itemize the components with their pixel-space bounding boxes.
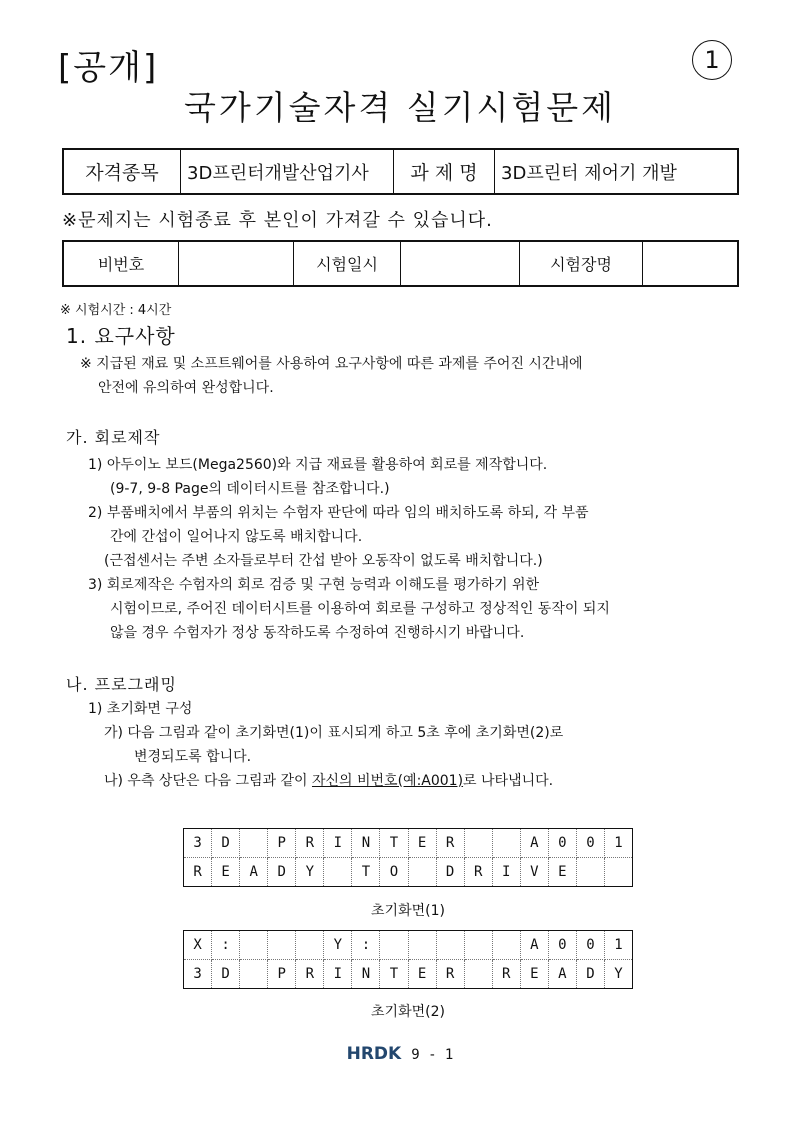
lcd-screen-2 [183, 930, 633, 989]
lcd-cell: 0 [548, 931, 576, 960]
lcd-cell: T [380, 960, 408, 989]
underlined-id-example: 자신의 비번호(예:A001) [311, 773, 464, 789]
lcd-cell: E [520, 960, 548, 989]
lcd-cell: R [296, 829, 324, 858]
lcd-cell: Y [296, 858, 324, 887]
intro-line-1: ※ 지급된 재료 및 소프트웨어를 사용하여 요구사항에 따른 과제를 주어진 시간내에 [80, 356, 583, 372]
lcd-screen-1 [183, 828, 633, 887]
lcd-cell: N [352, 829, 380, 858]
lcd-cell: E [212, 858, 240, 887]
lcd-row [184, 829, 633, 858]
lcd-cell [380, 931, 408, 960]
notice: ※문제지는 시험종료 후 본인이 가져갈 수 있습니다. [62, 210, 493, 231]
public-tag: [공개] [58, 48, 159, 88]
lcd-cell: A [520, 931, 548, 960]
candidate-table [62, 240, 739, 287]
part-a-line: (9-7, 9-8 Page의 데이터시트를 참조합니다.) [110, 481, 390, 497]
place-label: 시험장명 [520, 241, 643, 286]
part-a-line: 2) 부품배치에서 부품의 위치는 수험자 판단에 따라 임의 배치하도록 하되, 각 부품 [88, 505, 589, 521]
part-b-title: 나. 프로그래밍 [66, 675, 177, 694]
lcd-cell: 0 [576, 829, 604, 858]
place-value [643, 241, 739, 286]
lcd-row [184, 931, 633, 960]
part-a-line: 시험이므로, 주어진 데이터시트를 이용하여 회로를 구성하고 정상적인 동작이 되지 [110, 601, 610, 617]
lcd-cell [464, 829, 492, 858]
id-value [179, 241, 294, 286]
lcd-cell: 0 [576, 931, 604, 960]
lcd-cell [436, 931, 464, 960]
line-text: 로 나타냅니다. [463, 773, 554, 789]
lcd-row [184, 960, 633, 989]
lcd-cell [296, 931, 324, 960]
line-text: 나) 우측 상단은 다음 그림과 같이 [104, 773, 312, 789]
exam-time-note: ※ 시험시간 : 4시간 [60, 303, 172, 318]
lcd-cell [576, 858, 604, 887]
intro-line-2: 안전에 유의하여 완성합니다. [98, 380, 274, 396]
lcd-cell: D [212, 960, 240, 989]
lcd-cell: : [212, 931, 240, 960]
lcd-cell: A [240, 858, 268, 887]
exam-info-table [62, 148, 739, 195]
part-a-line: (근접센서는 주변 소자들로부터 간섭 받아 오동작이 없도록 배치합니다.) [104, 553, 543, 569]
lcd-cell: A [548, 960, 576, 989]
lcd-cell: R [436, 960, 464, 989]
task-value: 3D프린터 제어기 개발 [495, 149, 739, 194]
date-label: 시험일시 [294, 241, 401, 286]
lcd-cell: 3 [184, 829, 212, 858]
part-a-line: 3) 회로제작은 수험자의 회로 검증 및 구현 능력과 이해도를 평가하기 위한 [88, 577, 540, 593]
part-a-line: 1) 아두이노 보드(Mega2560)와 지급 재료를 활용하여 회로를 제작합니다. [88, 457, 548, 473]
part-a-line: 간에 간섭이 일어나지 않도록 배치합니다. [110, 529, 363, 545]
lcd-cell [604, 858, 632, 887]
lcd-cell: E [548, 858, 576, 887]
part-b-line-na [104, 769, 553, 793]
page-number: 9 - 1 [411, 1047, 454, 1063]
lcd-cell: R [464, 858, 492, 887]
lcd-cell: E [408, 829, 436, 858]
lcd-cell: 1 [604, 829, 632, 858]
lcd-cell: A [520, 829, 548, 858]
lcd-cell: V [520, 858, 548, 887]
footer [0, 1044, 800, 1064]
lcd-cell [492, 931, 520, 960]
lcd-cell [492, 829, 520, 858]
lcd-cell [464, 960, 492, 989]
part-a-line: 않을 경우 수험자가 정상 동작하도록 수정하여 진행하시기 바랍니다. [110, 625, 525, 641]
date-value [401, 241, 520, 286]
lcd-cell [324, 858, 352, 887]
lcd-cell: N [352, 960, 380, 989]
hrdk-logo: HRDK [346, 1044, 402, 1064]
lcd-cell: : [352, 931, 380, 960]
document-title: 국가기술자격 실기시험문제 [183, 88, 617, 127]
lcd-cell: D [268, 858, 296, 887]
lcd-cell: Y [324, 931, 352, 960]
lcd-cell [240, 931, 268, 960]
lcd-cell: R [436, 829, 464, 858]
lcd-cell: P [268, 829, 296, 858]
lcd-cell [240, 960, 268, 989]
lcd-cell: T [352, 858, 380, 887]
lcd-cell: I [324, 829, 352, 858]
field-value: 3D프린터개발산업기사 [181, 149, 394, 194]
part-b-line: 가) 다음 그림과 같이 초기화면(1)이 표시되게 하고 5초 후에 초기화면(2)로 [104, 725, 564, 741]
page-circle-number: 1 [692, 40, 732, 80]
lcd-cell [240, 829, 268, 858]
part-a-title: 가. 회로제작 [66, 428, 161, 447]
lcd-cell: 1 [604, 931, 632, 960]
lcd-cell: 0 [548, 829, 576, 858]
lcd-cell: R [184, 858, 212, 887]
lcd-cell: D [576, 960, 604, 989]
lcd-row [184, 858, 633, 887]
lcd-cell: I [492, 858, 520, 887]
section-title: 1. 요구사항 [66, 324, 176, 348]
part-b-line: 1) 초기화면 구성 [88, 701, 193, 717]
lcd-cell: 3 [184, 960, 212, 989]
lcd-cell [408, 931, 436, 960]
lcd-cell: P [268, 960, 296, 989]
lcd-cell: R [296, 960, 324, 989]
id-label: 비번호 [63, 241, 179, 286]
lcd-1-caption: 초기화면(1) [371, 903, 445, 919]
lcd-cell [268, 931, 296, 960]
lcd-cell: R [492, 960, 520, 989]
lcd-cell: X [184, 931, 212, 960]
task-label: 과 제 명 [394, 149, 495, 194]
lcd-2-caption: 초기화면(2) [371, 1004, 445, 1020]
lcd-cell: D [212, 829, 240, 858]
lcd-cell [408, 858, 436, 887]
field-label: 자격종목 [63, 149, 181, 194]
lcd-cell: D [436, 858, 464, 887]
lcd-cell: E [408, 960, 436, 989]
part-b-line: 변경되도록 합니다. [134, 749, 252, 765]
lcd-cell: I [324, 960, 352, 989]
lcd-cell: O [380, 858, 408, 887]
lcd-cell [464, 931, 492, 960]
lcd-cell: T [380, 829, 408, 858]
lcd-cell: Y [604, 960, 632, 989]
